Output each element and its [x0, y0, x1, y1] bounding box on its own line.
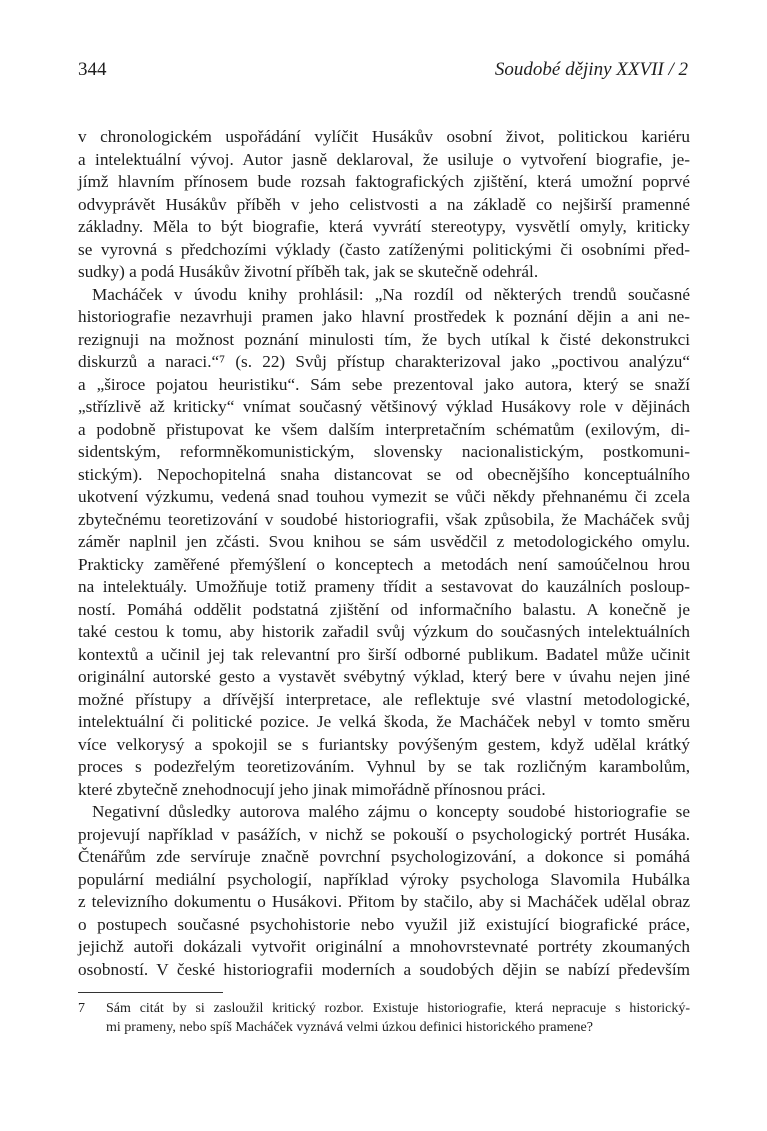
text-line: populární mediální psychologií, například výroky psychologa Slavomila Hubálka — [78, 869, 690, 889]
text-line: proces s podezřelým teoretizováním. Vyhnul by se tak rozličným karambolům, — [78, 757, 690, 776]
text-line: Negativní důsledky autorova malého zájmu o koncepty soudobé historiografie se — [92, 802, 690, 821]
text-line: také cestou k tomu, aby historik zařadil svůj výzkum do současných intelektuálních — [78, 622, 690, 641]
text-line: a podobně přistupovat ke všem dalším interpretačním schématům (exilovým, di- — [78, 419, 690, 439]
text-line: zbytečnému teoretizování v soudobé historiografii, však způsobila, že Macháček svůj — [78, 509, 690, 529]
text-line: intelektuální či politické pozice. Je velká škoda, že Macháček nebyl v tomto směru — [78, 712, 690, 731]
text-line: rezignuji na možnost poznání minulosti tím, že bych utíkal k čisté dekonstrukci — [78, 329, 690, 349]
text-line: Prakticky zaměřené přemýšlení o konceptech a metodách není samoúčelnou hrou — [78, 554, 690, 574]
text-line: základny. Měla to být biografie, která vyvrátí stereotypy, vysvětlí omyly, kriticky — [78, 217, 690, 236]
text-line: z televizního dokumentu o Husákovi. Přitom by stačilo, aby si Macháček udělal obraz — [78, 892, 690, 911]
text-line: jímž hlavním přínosem bude rozsah faktografických zjištění, která umožní poprvé — [78, 172, 690, 191]
text-line: a intelektuální vývoj. Autor jasně deklaroval, že usiluje o vytvoření biografie, je- — [78, 149, 690, 169]
text-line: odvyprávět Husákův příběh v jeho celistvosti a na základě co nejširší pramenné — [78, 194, 690, 214]
text-line: které zbytečně znehodnocují jeho jinak mimořádně přínosnou práci. — [78, 779, 546, 799]
footnote-line: Sám citát by si zasloužil kritický rozbor. Existuje historiografie, která nepracuje s historický- — [106, 1001, 690, 1016]
text-line: sudky) a podá Husákův životní příběh tak, jak se skutečně odehrál. — [78, 262, 539, 281]
text-line: Macháček v úvodu knihy prohlásil: „Na rozdíl od některých trendů současné — [92, 284, 690, 304]
footnote-divider — [78, 992, 223, 993]
text-line: stickým). Nepochopitelná snaha distancovat se od obecnějšího konceptuálního — [78, 464, 690, 484]
footnote-line: mi prameny, nebo spíš Macháček vyznává velmi úzkou definici historického pramene? — [106, 1020, 593, 1035]
text-line: se vyrovná s předchozími výklady (často zatíženými politickými či osobními před- — [78, 239, 690, 259]
text-line: historiografie nezavrhuji pramen jako hlavní prostředek k poznání dějin a ani ne- — [78, 307, 690, 326]
text-line: osobností. V české historiografii moderních a soudobých dějin se nabízí především — [78, 959, 690, 979]
text-line: více velkorysý a spokojil se s furiantsky povýšeným gestem, když udělal krátký — [78, 734, 690, 754]
running-head: Soudobé dějiny XXVII / 2 — [494, 59, 688, 80]
text-line: Čtenářům zde servíruje značně povrchní psychologizování, a dokonce si pomáhá — [78, 847, 690, 866]
text-line: o postupech současné psychohistorie nebo využil již existující biografické práce, — [78, 914, 690, 934]
footnote — [78, 999, 690, 1037]
text-line: a „široce pojatou heuristiku“. Sám sebe prezentoval jako autora, který se snaží — [78, 374, 690, 394]
text-line: diskurzů a naraci.“⁷ (s. 22) Svůj přístup charakterizoval jako „poctivou analýzu“ — [78, 352, 690, 371]
text-line: „střízlivě až kriticky“ vnímat současný většinový výklad Husákovy role v dějinách — [78, 397, 690, 416]
body-text — [78, 126, 690, 981]
text-line: projevují například v pasážích, v nichž se pokouší o psychologický portrét Husáka. — [78, 824, 690, 844]
text-line: originální autorské gesto a vystavět svébytný výklad, který bere v úvahu nejen jiné — [78, 667, 690, 686]
text-line: možné přístupy a dřívější interpretace, ale reflektuje své vlastní metodologické, — [78, 689, 690, 709]
page-number: 344 — [78, 59, 107, 80]
text-line: ností. Pomáhá oddělit podstatná zjištění od informačního balastu. A konečně je — [78, 599, 690, 619]
text-line: na intelektuály. Umožňuje totiž prameny třídit a sestavovat do kauzálních posloup- — [78, 577, 690, 596]
text-line: v chronologickém uspořádání vylíčit Husákův osobní život, politickou kariéru — [78, 127, 690, 146]
text-line: sidentským, reformněkomunistickým, slovensky nacionalistickým, postkomuni- — [78, 442, 690, 461]
text-line: jejichž autoři dokázali vytvořit originální a mnohovrstevnaté portréty zkoumaných — [78, 937, 690, 956]
footnote-number: 7 — [78, 1001, 85, 1016]
text-line: záměr naplnil jen zčásti. Svou knihou se sám usvědčil z metodologického omylu. — [78, 532, 690, 551]
text-line: kontextů a učinil jej tak relevantní pro širší odborné publikum. Badatel může učinit — [78, 644, 690, 664]
text-line: ukotvení výzkumu, vedená snad touhou vymezit se vůči někdy přehnanému či zcela — [78, 487, 690, 506]
